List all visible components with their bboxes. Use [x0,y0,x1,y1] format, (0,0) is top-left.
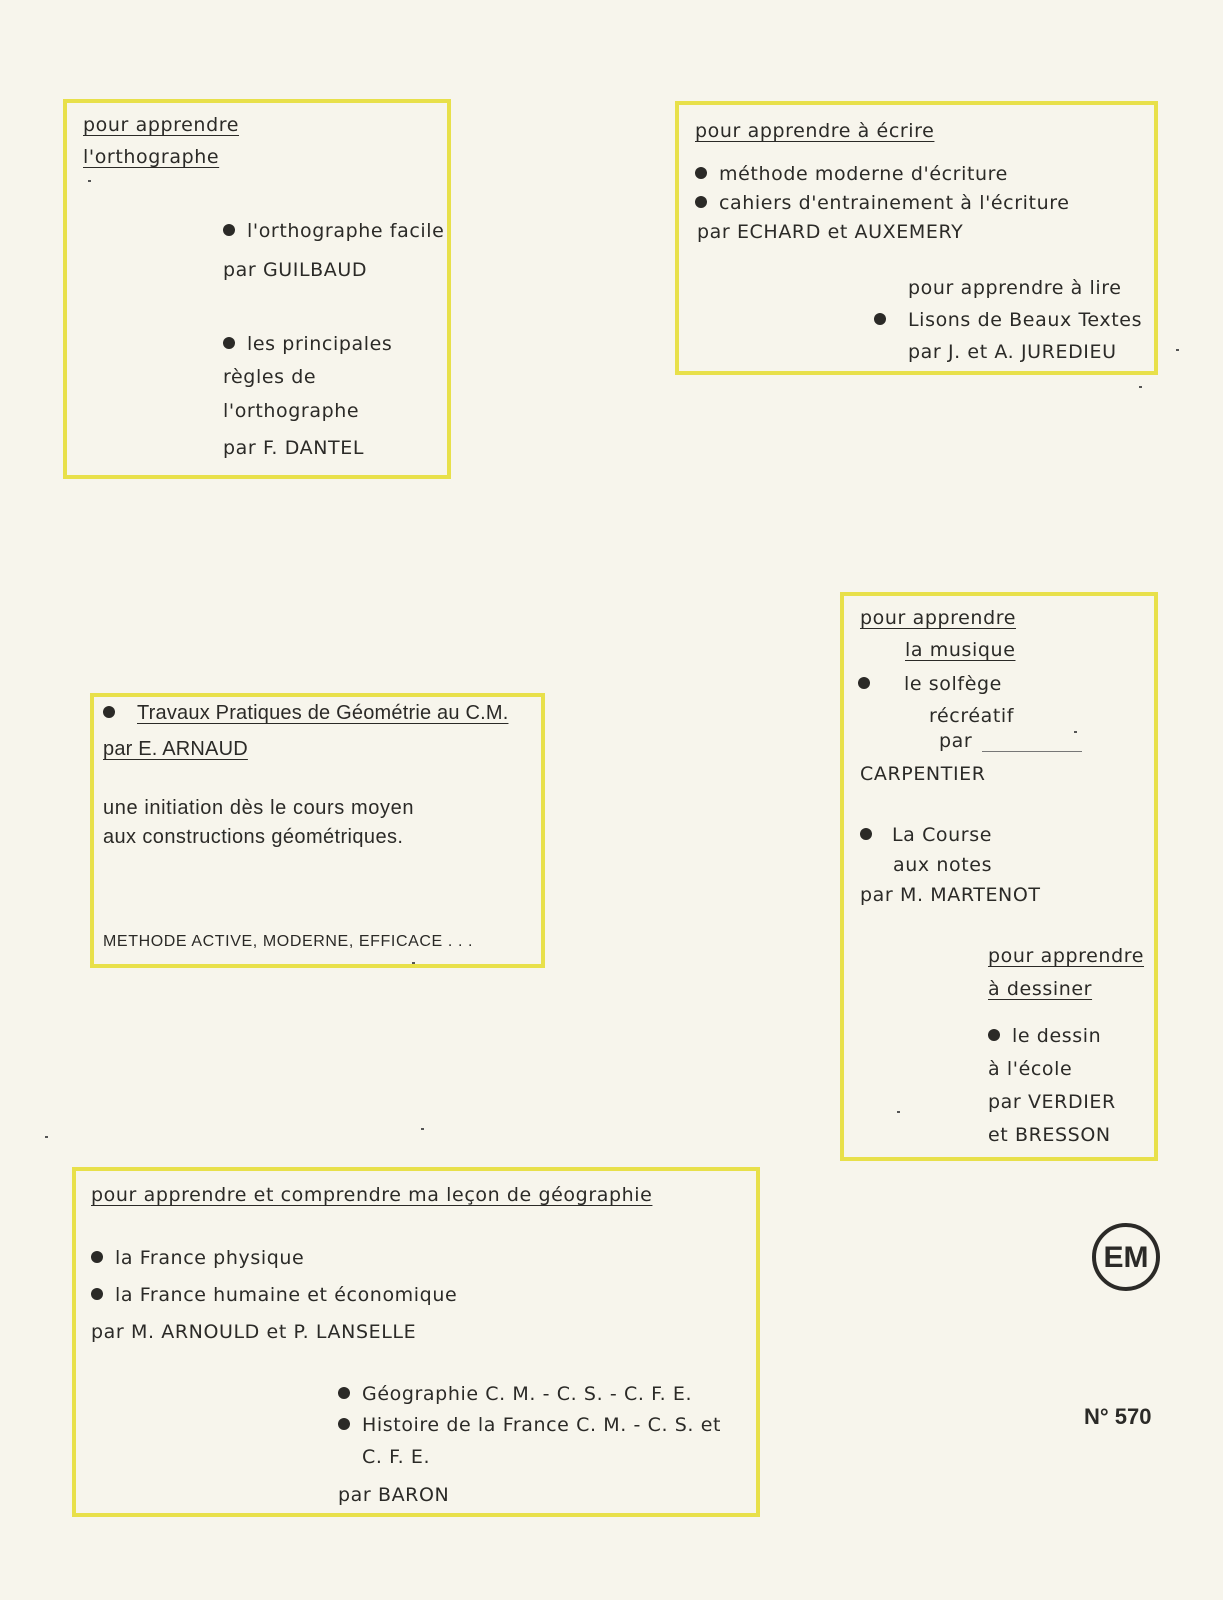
geometrie-footer: METHODE ACTIVE, MODERNE, EFFICACE . . . [103,933,474,950]
geographie-item1: la France physique [91,1247,304,1269]
orthographe-item2-line2: règles de [223,366,317,388]
geographie-author: par M. ARNOULD et P. LANSELLE [91,1321,417,1343]
bullet-icon [338,1387,350,1399]
bullet-icon [988,1029,1000,1041]
bullet-icon [874,313,886,325]
paper-speck [1139,386,1142,388]
geometrie-desc-line2: aux constructions géométriques. [103,826,404,848]
musique-item1-rule [982,751,1082,752]
bullet-icon [695,196,707,208]
musique-item2-author: par M. MARTENOT [860,884,1041,906]
geographie-item3: Géographie C. M. - C. S. - C. F. E. [338,1383,692,1405]
ecrire-item2: cahiers d'entrainement à l'écriture [695,192,1070,214]
bullet-icon [223,337,235,349]
bullet-icon [91,1251,103,1263]
orthographe-item1-author: par GUILBAUD [223,259,368,281]
ecrire-author: par ECHARD et AUXEMERY [697,221,964,243]
paper-speck [45,1136,48,1138]
publisher-logo [1090,1221,1162,1293]
geometrie-author: par E. ARNAUD [103,738,248,760]
dessin-heading-line1: pour apprendre [988,945,1145,967]
geometrie-title: Travaux Pratiques de Géométrie au C.M. [103,702,508,725]
orthographe-heading-line2: l'orthographe [83,146,220,168]
bullet-icon [695,167,707,179]
geographie-item2: la France humaine et économique [91,1284,457,1306]
orthographe-item2-author: par F. DANTEL [223,437,365,459]
geographie-item4-author: par BARON [338,1484,450,1506]
lire-author: par J. et A. JUREDIEU [908,341,1117,363]
lire-item: Lisons de Beaux Textes [874,309,1142,331]
geometrie-desc-line1: une initiation dès le cours moyen [103,797,415,819]
paper-speck [897,1111,900,1113]
orthographe-item2: les principales [223,333,392,355]
dessin-item: le dessin [988,1025,1101,1047]
geographie-heading: pour apprendre et comprendre ma leçon de géographie [91,1184,653,1206]
dessin-author-line1: par VERDIER [988,1091,1116,1113]
musique-item2-line2: aux notes [893,854,993,876]
dessin-heading-line2: à dessiner [988,978,1093,1000]
orthographe-heading-line1: pour apprendre [83,114,240,136]
paper-speck [1176,349,1179,351]
paper-speck [88,180,91,182]
publisher-logo-text: EM [1103,1241,1149,1274]
bullet-icon [860,828,872,840]
bullet-icon [103,706,115,718]
musique-item1-author: CARPENTIER [860,763,986,785]
geographie-item4-line2: C. F. E. [362,1446,431,1468]
orthographe-item1: l'orthographe facile [223,220,444,242]
paper-speck [412,962,415,964]
paper-speck [421,1128,424,1130]
catalog-number: N° 570 [1084,1404,1152,1429]
lire-heading: pour apprendre à lire [908,277,1122,299]
ecrire-heading: pour apprendre à écrire [695,120,935,142]
dessin-item-line2: à l'école [988,1058,1073,1080]
musique-item1-line3: par [939,730,973,752]
musique-heading-line1: pour apprendre [860,607,1017,629]
orthographe-item2-line3: l'orthographe [223,400,360,422]
bullet-icon [223,224,235,236]
bullet-icon [858,677,870,689]
ecrire-item1: méthode moderne d'écriture [695,163,1008,185]
paper-speck [1074,731,1077,733]
geographie-item4: Histoire de la France C. M. - C. S. et [338,1414,721,1436]
musique-item2: La Course [860,824,992,846]
musique-heading-line2: la musique [905,639,1016,661]
dessin-author-line2: et BRESSON [988,1124,1111,1146]
bullet-icon [91,1288,103,1300]
bullet-icon [338,1418,350,1430]
musique-item1: le solfège [858,673,1002,695]
musique-item1-line2: récréatif [929,705,1015,727]
